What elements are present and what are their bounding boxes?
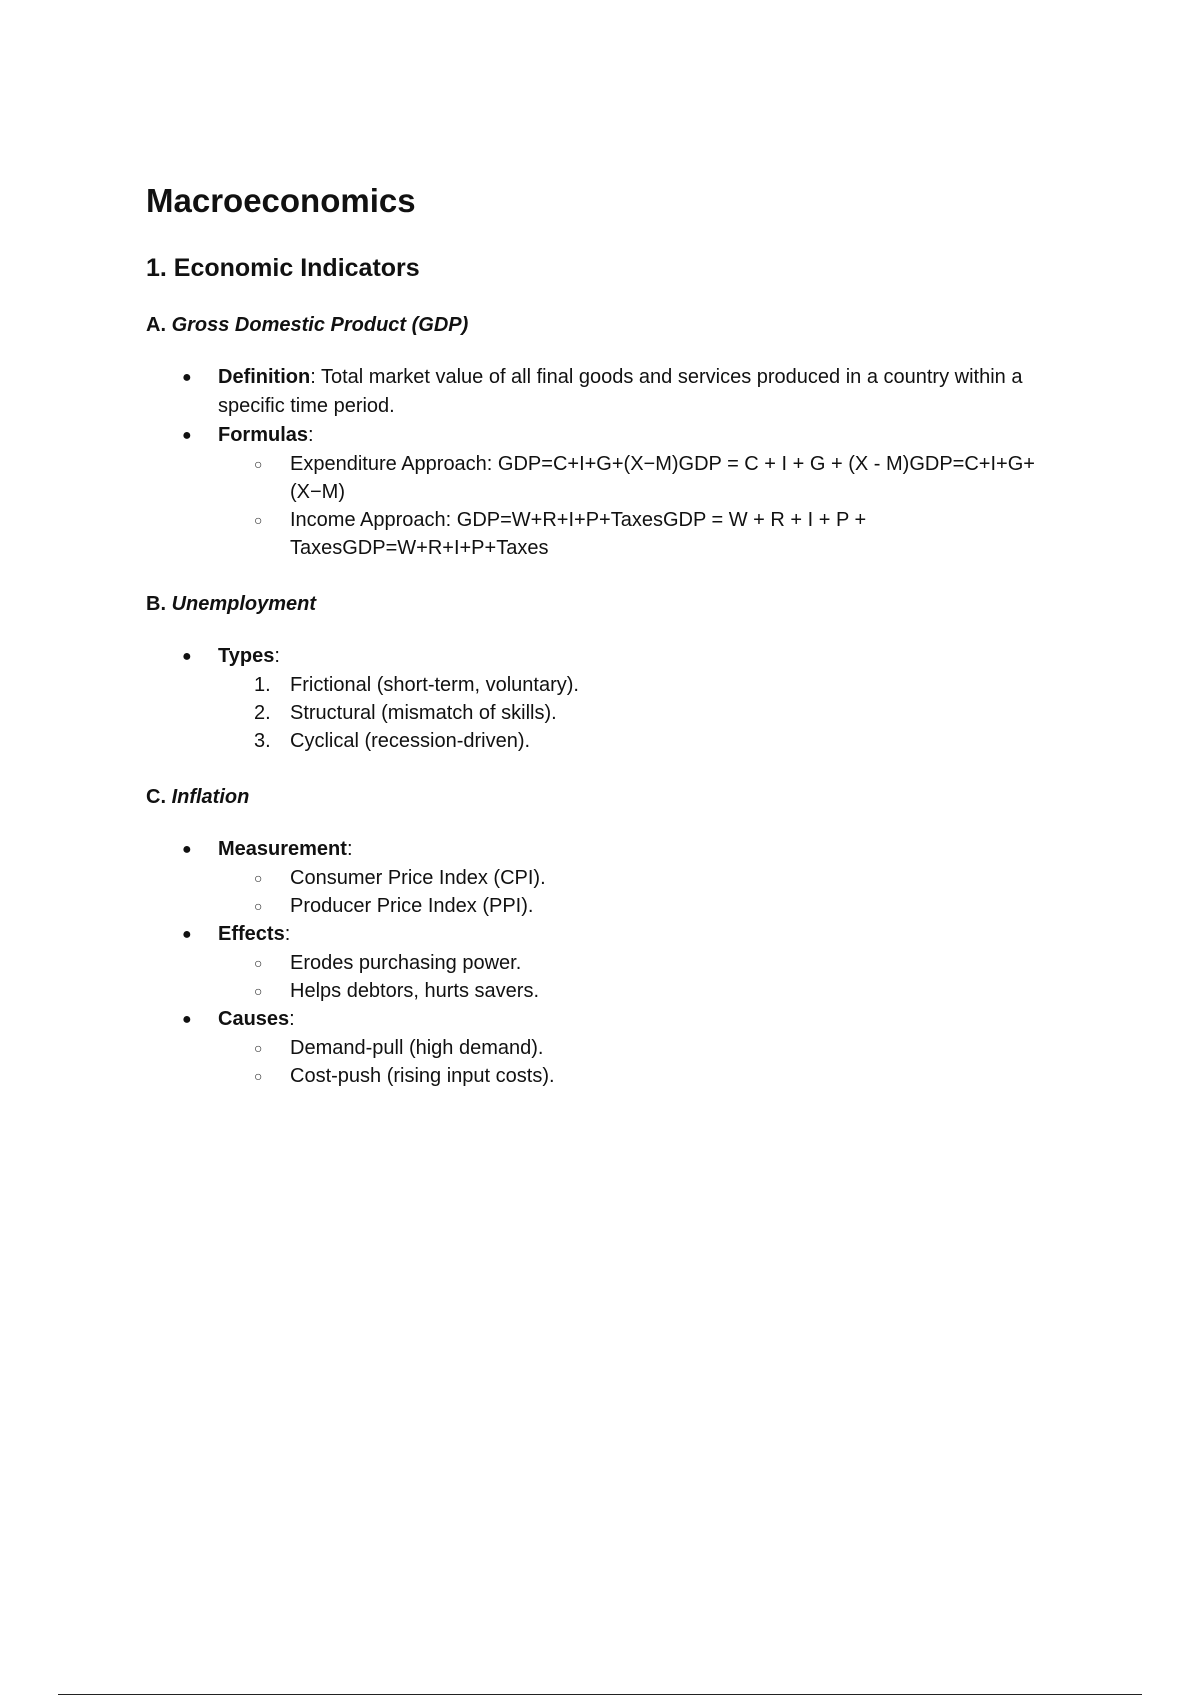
- list-item-measure: [146, 864, 1046, 892]
- bullet-icon: ●: [182, 648, 192, 665]
- gdp-list: [146, 363, 1046, 562]
- list-item-type: [146, 671, 1046, 699]
- sub-bullet-icon: ○: [254, 870, 263, 886]
- list-item-expenditure-approach: [146, 450, 1046, 506]
- list-item-effects: [146, 920, 1046, 1005]
- list-item-definition: [146, 363, 1046, 421]
- sub-bullet-icon: ○: [254, 955, 263, 971]
- measurement-list: [218, 864, 1046, 920]
- bullet-icon: ●: [182, 841, 192, 858]
- list-item-measure: [146, 892, 1046, 920]
- list-item-effect: [146, 949, 1046, 977]
- term-colon: :: [284, 923, 291, 945]
- subsection-title: Inflation: [171, 786, 250, 808]
- subsection-prefix: A.: [146, 314, 172, 336]
- list-item-effect: [146, 977, 1046, 1005]
- unemployment-list: [146, 642, 1046, 755]
- bullet-icon: ●: [182, 369, 192, 386]
- list-number: 2.: [254, 702, 271, 724]
- subsection-prefix: C.: [146, 786, 172, 808]
- measure-text: Producer Price Index (PPI).: [290, 895, 534, 917]
- causes-list: [218, 1034, 1046, 1090]
- list-item-type: [146, 699, 1046, 727]
- sub-bullet-icon: ○: [254, 898, 263, 914]
- formulas-list: [218, 450, 1046, 562]
- list-number: 3.: [254, 730, 271, 752]
- term-formulas: Formulas: [218, 424, 309, 446]
- subsection-heading-gdp: [146, 313, 1046, 337]
- sub-bullet-icon: ○: [254, 983, 263, 999]
- formula-text: Expenditure Approach: GDP=C+I+G+(X−M)GDP = C + I + G + (X - M)GDP=C+I+G+(X−M): [290, 453, 1035, 503]
- sub-bullet-icon: ○: [254, 456, 263, 472]
- subsection-title: Unemployment: [171, 593, 317, 615]
- cause-text: Cost-push (rising input costs).: [290, 1065, 555, 1087]
- list-item-cause: [146, 1034, 1046, 1062]
- term-colon: :: [274, 645, 280, 667]
- sub-bullet-icon: ○: [254, 1040, 263, 1056]
- definition-text: : Total market value of all final goods and services produced in a country within a specific time period.: [218, 366, 1023, 417]
- list-item-income-approach: [146, 506, 1046, 562]
- list-item-formulas: [146, 421, 1046, 562]
- term-causes: Causes: [218, 1008, 290, 1030]
- bullet-icon: ●: [182, 926, 192, 943]
- bullet-icon: ●: [182, 1011, 192, 1028]
- term-colon: :: [308, 424, 314, 446]
- term-types: Types: [218, 645, 275, 667]
- effect-text: Erodes purchasing power.: [290, 952, 522, 974]
- document-page: [146, 182, 1046, 1090]
- inflation-list: [146, 835, 1046, 1090]
- term-definition: Definition: [218, 366, 311, 388]
- subsection-heading-unemployment: [146, 592, 1046, 616]
- types-list: [218, 671, 1046, 755]
- term-colon: :: [289, 1008, 295, 1030]
- subsection-title: Gross Domestic Product (GDP): [171, 314, 469, 336]
- page-bottom-rule: [58, 1694, 1142, 1695]
- effects-list: [218, 949, 1046, 1005]
- subsection-prefix: B.: [146, 593, 172, 615]
- term-measurement: Measurement: [218, 838, 347, 860]
- sub-bullet-icon: ○: [254, 512, 263, 528]
- type-text: Cyclical (recession-driven).: [290, 730, 531, 752]
- sub-bullet-icon: ○: [254, 1068, 263, 1084]
- list-item-type: [146, 727, 1046, 755]
- term-effects: Effects: [218, 923, 285, 945]
- term-colon: :: [346, 838, 353, 860]
- list-item-types: [146, 642, 1046, 755]
- list-number: 1.: [254, 674, 271, 696]
- list-item-measurement: [146, 835, 1046, 920]
- type-text: Structural (mismatch of skills).: [290, 702, 557, 724]
- section-heading-economic-indicators: 1. Economic Indicators: [146, 254, 420, 282]
- cause-text: Demand-pull (high demand).: [290, 1037, 544, 1059]
- type-text: Frictional (short-term, voluntary).: [290, 674, 579, 696]
- list-item-causes: [146, 1005, 1046, 1090]
- document-title: Macroeconomics: [146, 182, 416, 219]
- subsection-heading-inflation: [146, 785, 1046, 809]
- formula-text: Income Approach: GDP=W+R+I+P+TaxesGDP = W + R + I + P + TaxesGDP=W+R+I+P+Taxes: [290, 509, 867, 559]
- bullet-icon: ●: [182, 427, 192, 444]
- list-item-cause: [146, 1062, 1046, 1090]
- effect-text: Helps debtors, hurts savers.: [290, 980, 539, 1002]
- measure-text: Consumer Price Index (CPI).: [290, 867, 546, 889]
